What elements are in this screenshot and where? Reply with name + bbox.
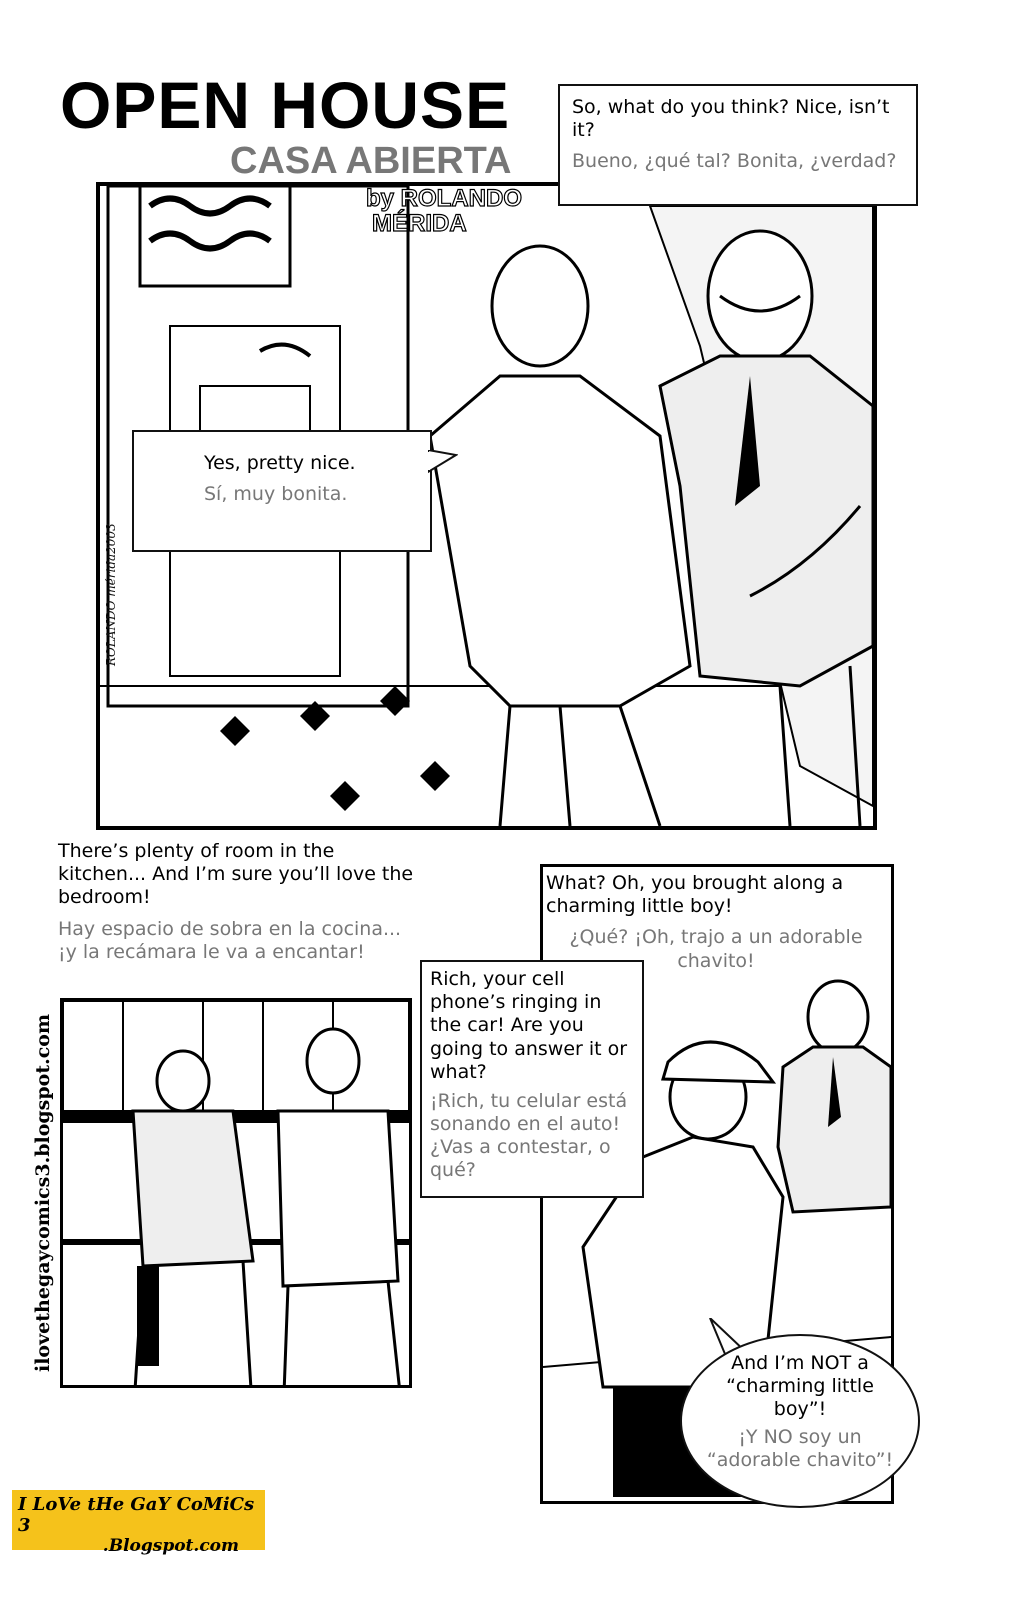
- bubble-text-spanish: ¿Qué? ¡Oh, trajo a un adorable chavito!: [569, 926, 863, 972]
- comic-subtitle: CASA ABIERTA: [230, 140, 512, 182]
- bubble-text-english: Yes, pretty nice.: [204, 452, 356, 474]
- bubble-text-english: So, what do you think? Nice, isn’t it?: [572, 96, 890, 142]
- artist-signature: ROLANDO mérida2003: [104, 523, 118, 666]
- speech-bubble-answer: [132, 430, 432, 552]
- caption-kitchen: [58, 840, 418, 964]
- bubble-text-spanish: ¡Y NO soy un “adorable chavito”!: [706, 1425, 894, 1471]
- bubble-text-spanish: Sí, muy bonita.: [204, 483, 348, 506]
- panel-2-artwork: [63, 1001, 409, 1385]
- bubble-text-spanish: ¡Rich, tu celular está sonando en el auto! ¿Vas a contestar, o qué?: [430, 1089, 628, 1182]
- speech-bubble-cellphone: [420, 960, 644, 1198]
- byline: by ROLANDO MÉRIDA: [366, 185, 522, 238]
- watermark-logo: I LoVe tHe GaY CoMiCs 3 .Blogspot.com: [12, 1490, 265, 1550]
- panel-2: [60, 998, 412, 1388]
- bubble-tail: [428, 450, 458, 480]
- caption-text-spanish: Hay espacio de sobra en la cocina... ¡y la recámara le va a encantar!: [58, 917, 402, 963]
- bubble-text-spanish: Bueno, ¿qué tal? Bonita, ¿verdad?: [572, 150, 897, 173]
- speech-bubble-question: [558, 84, 918, 206]
- caption-text-english: There’s plenty of room in the kitchen... And I’m sure you’ll love the bedroom!: [58, 840, 414, 909]
- comic-title: OPEN HOUSE: [60, 68, 511, 142]
- watermark-vertical: ilovethegaycomics3.blogspot.com: [32, 1013, 54, 1372]
- bubble-text-english: And I’m NOT a “charming little boy”!: [726, 1352, 874, 1421]
- bubble-text-english: What? Oh, you brought along a charming little boy!: [546, 872, 844, 918]
- speech-bubble-charming: [546, 872, 886, 973]
- speech-bubble-not-boy: [680, 1334, 920, 1508]
- bubble-text-english: Rich, your cell phone’s ringing in the car! Are you going to answer it or what?: [430, 968, 628, 1083]
